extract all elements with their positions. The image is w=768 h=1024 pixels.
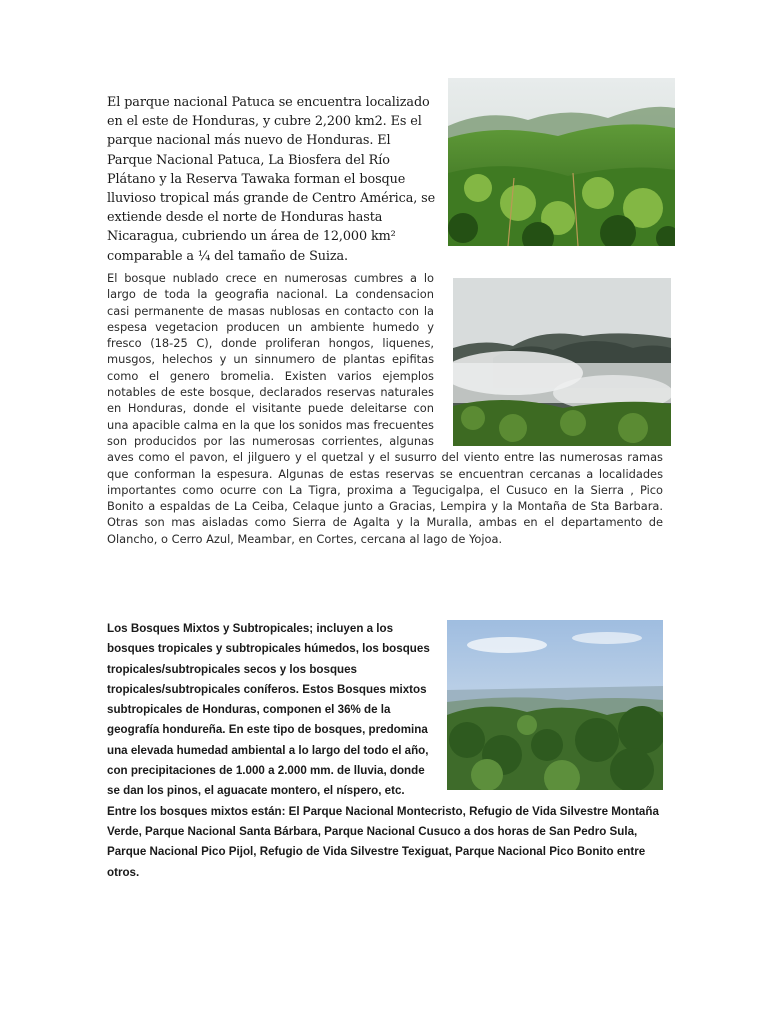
cloud-forest-photo <box>453 278 671 446</box>
mixed-forest-text: Los Bosques Mixtos y Subtropicales; incluyen a los bosques tropicales y subtropicales húmedos, los bosques tropicales/subtropicales secos y los bosques tropicales/subtropicales coníferos. Estos Bosques mixtos subtropicales de Honduras, componen el 36% de la geografía hondureña. En este tipo de bosques, predomina una elevada humedad ambiental a lo largo del todo el año, con precipitaciones de 1.000 a 2.000 mm. de lluvia, donde se dan los pinos, el aguacate montero, el níspero, etc. Entre los bosques mixtos están: El Parque Nacional Montecristo, Refugio de Vida Silvestre Montaña Verde, Parque Nacional Santa Bárbara, Parque Nacional Cusuco a dos horas de San Pedro Sula, Parque Nacional Pico Pijol, Refugio de Vida Silvestre Texiguat, Parque Nacional Pico Bonito entre otros. <box>107 622 659 879</box>
rainforest-photo <box>448 78 675 246</box>
cloud-forest-text: El bosque nublado crece en numerosas cumbres a lo largo de toda la geografia nacional. La condensacion casi permanente de masas nublosas en contacto con la espesa vegetacion producen un ambiente humedo y fresco (18-25 C), donde proliferan hongos, liquenes, musgos, helechos y un sinnumero de plantas epifitas como el genero bromelia. Existen varios ejemplos notables de este bosque, declarados reservas naturales en Honduras, donde el visitante puede deleitarse con una apacible calma en la que los sonidos mas frecuentes son producidos por las numerosas corrientes, algunas aves como el pavon, el jilguero y el quetzal y el susurro del viento entre las numerosas ramas que conforman la espesura. Algunas de estas reservas se encuentran cercanas a localidades importantes como ocurre con La Tigra, proxima a Tegucigalpa, el Cusuco en la Sierra , Pico Bonito a espaldas de La Ceiba, Celaque junto a Gracias, Lempira y la Montaña de Sta Barbara. Otras son mas aisladas como Sierra de Agalta y la Muralla, ambas en el departamento de Olancho, o Cerro Azul, Meambar, en Cortes, cercana al lago de Yojoa. <box>107 271 663 546</box>
patuca-paragraph: El parque nacional Patuca se encuentra localizado en el este de Honduras, y cubre 2,200 km2. Es el parque nacional más nuevo de Honduras. El Parque Nacional Patuca, La Biosfera del Río Plátano y la Reserva Tawaka forman el bosque lluvioso tropical más grande de Centro América, se extiende desde el norte de Honduras hasta Nicaragua, cubriendo un área de 12,000 km² comparable a ¼ del tamaño de Suiza. <box>107 95 436 264</box>
mixed-forest-photo <box>447 620 663 790</box>
